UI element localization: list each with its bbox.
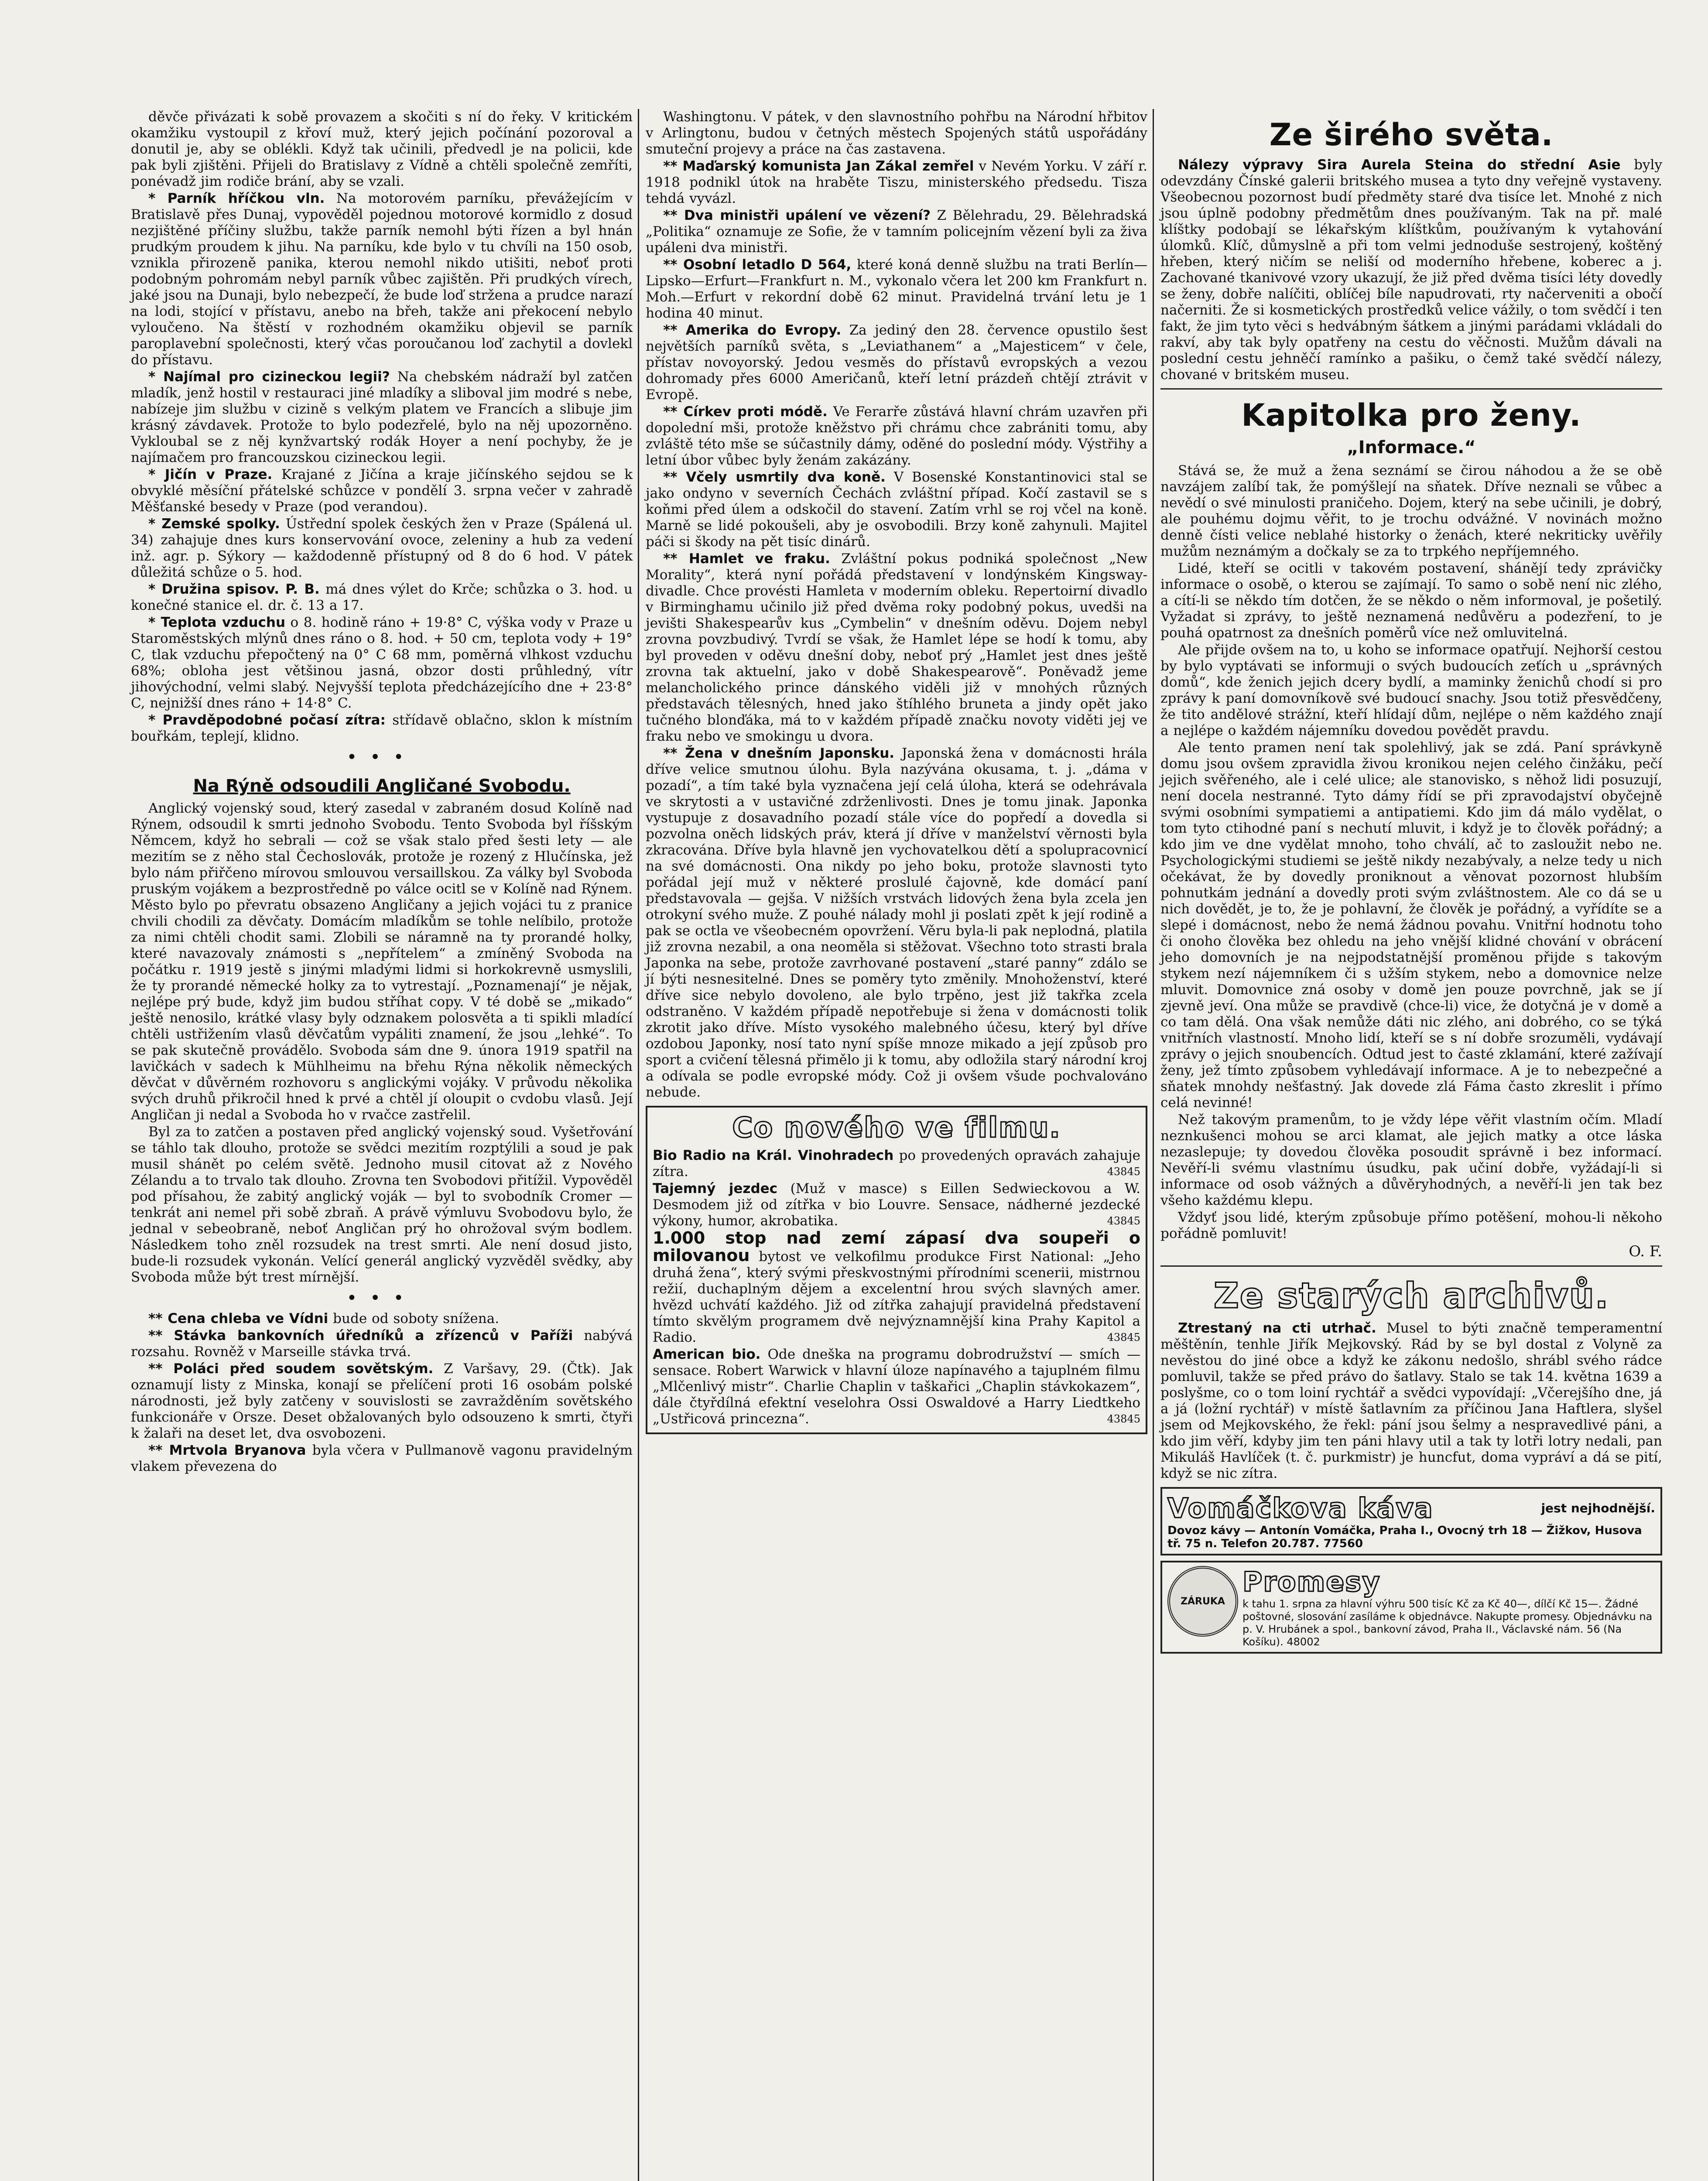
news-item: [131, 1311, 633, 1327]
coffee-ad-line: Dovoz kávy — Antonín Vomáčka, Praha I., Ovocný trh 18 — Žižkov, Husova tř. 75 n. Telefon 20.787. 77560: [1167, 1524, 1642, 1550]
news-headline: * Družina spisov. P. B.: [148, 581, 320, 597]
news-item: [646, 208, 1147, 256]
news-headline: ** Maďarský komunista Jan Zákal zemřel: [663, 158, 974, 174]
movie-item-title: Bio Radio na Král. Vinohradech: [653, 1148, 894, 1163]
news-item: [646, 551, 1147, 745]
ad-number: 43845: [1107, 1413, 1140, 1425]
news-item: [646, 745, 1147, 1101]
news-text: Ve Ferarře zůstává hlavní chrám uzavřen při dopolední mši, protože kněžstvo při chrámu chce zabrániti tomu, aby zvláště této mše se súčastnily dámy, oděné do poslední módy. Výstřihy a letní úbor vůbec byly ženám zakázány.: [646, 404, 1148, 468]
ad-number: 43845: [1107, 1215, 1140, 1227]
news-item: [131, 1443, 633, 1475]
news-item: [131, 1361, 633, 1442]
section-title: Ze starých archivů.: [1213, 1275, 1609, 1316]
seal-icon: ZÁRUKA: [1167, 1566, 1238, 1637]
news-text: Za jediný den 28. července opustilo šest největších parníků světa, s „Leviathanem“ a „Majesticem“ v čele, přístav novoyorský. Jedou vesměs do přístavů evropských a vezou dohromady přes 6000 Američanů, kteří letní prázdeň chtějí ztrávit v Evropě.: [646, 322, 1147, 403]
movie-item-title: Tajemný jezdec: [653, 1181, 778, 1196]
news-headline: Nálezy výpravy Sira Aurela Steina do střední Asie: [1178, 157, 1621, 173]
paragraph: Stává se, že muž a žena seznámí se čirou náhodou a že se obě navzájem zalíbí tak, že pomýšlejí na sňatek. Dříve neznali se vůbec a nevědí o své minulosti praničeho. Dojem, který na sebe učinili, je dobrý, ale pouhému dojmu věřit, to je trochu odvážné. V novinách možno denně čísti velice neblahé historky o ženách, které nekriticky uvěřily mužům neznámým a dočkaly se za to trpkého nepříjemného.: [1160, 463, 1662, 559]
movie-box-title: Co nového ve filmu.: [732, 1112, 1061, 1144]
news-headline: ** Dva ministři upálení ve vězení?: [663, 208, 931, 223]
movie-item: [653, 1347, 1140, 1427]
weather-forecast: [131, 712, 633, 745]
news-item: [131, 581, 633, 614]
movie-item-text: po provedených opravách zahajuje zítra.: [653, 1148, 1141, 1179]
paragraph: Ale přijde ovšem na to, u koho se informace opatřují. Nejhorší cestou by bylo vyptávati se informuji o svých budoucích zeťích u „správných domů“, kde ženich jejich dcery bydlí, a maminky ženichů chodí si pro zprávy k paní domovníkově své budoucí snachy. Jsou totiž přesvědčeny, že tito andělové strážní, kteří hlídají dům, nejlépe o něm každého znají a nejlépe o každém nájemníku dovedou povědět pravdu.: [1160, 642, 1662, 738]
news-text: v Nevém Yorku. V září r. 1918 podnikl útok na hraběte Tiszu, ministerského předsedu. Tisza tehdá vyvázl.: [646, 158, 1147, 206]
news-text: Na chebském nádraží byl zatčen mladík, jenž hostil v restauraci jiné mladíky a sliboval jim modré s nebe, nabízeje jim službu v cizině s velkým platem ve Francích a slibuje jim krásný závdavek. Protože to bylo podezřelé, bylo na něj upozorněno. Vykloubal se z něj kynžvartský rodák Hoyer a není pochyby, že je najímačem pro francouzskou cizineckou legii.: [131, 369, 633, 465]
promesy-ad-title: Promesy: [1242, 1566, 1381, 1598]
article-title: Na Rýně odsoudili Angličané Svobodu.: [193, 776, 571, 796]
paragraph: Vždyť jsou lidé, kterým způsobuje přímo potěšení, mohou-li někoho pořádně pomluvit!: [1160, 1210, 1662, 1241]
news-item: [131, 191, 633, 368]
news-text: Krajané z Jičína a kraje jičínského sejdou se k obvyklé měsíční přátelské schůzce v pondělí 3. srpna večer v zahradě Měšťanské besedy v Praze (pod verandou).: [131, 467, 633, 515]
news-item: [1160, 157, 1662, 383]
news-headline: ** Poláci před soudem sovětským.: [148, 1361, 434, 1377]
author-signature: O. F.: [1629, 1243, 1662, 1260]
news-headline: ** Církev proti módě.: [663, 404, 828, 420]
news-text: Zvláštní pokus podniká společnost „New Morality“, která nyní pořádá představení v londýnském Kingsway-divadle. Chce provésti Hamleta v moderním obleku. Repertoirní divadlo v Birminghamu učinilo již před dvěma roky podobný pokus, uvedši na jevišti Shakespearův kus „Cymbelin“ v dnešním oděvu. Dojem nebyl zrovna povzbudivý. Tvrdí se však, že Hamlet lépe se hodí k tomu, aby byl proveden v oděvu dnešní doby, neboť prý „Hamlet jest dnes ještě zrovna tak aktuelní, jako v době Shakespearově“. Poněvadž jeme melancholického prince dánského viděli již v mnohých různých představách tělesných, hned jako štíhlého bruneta a jindy opět jako tučného blonďáka, má to v každém případě značku novoty viděti jej ve fraku nebo ve smokingu u dvora.: [646, 551, 1147, 744]
news-headline: ** Hamlet ve fraku.: [663, 551, 830, 567]
paragraph: Ale tento pramen není tak spolehlivý, jak se zdá. Paní správkyně domu jsou ovšem zpravidla živou kronikou nejen celého činžáku, pečí jejich svěřeného, ale i celé ulice; ale stanovisko, s něhož lidi posuzují, není docela nestranné. Tyto dámy řídí se při zpravodajství obyčejně svými osobními sympatiemi a antipatiemi. Kdo jim dá málo vydělat, o tom tyto ctihodné paní s nechutí mluvit, i když je to člověk pořádný; a kdo jim ve dne vydělat mnoho, toho chválí, ač to zasloužit nebo ne. Psychologickými studiemi se ještě nikdy nezabývaly, a nelze tedy u nich očekávat, že by dovedly proniknout a věnovat pozornost hlubším pohnutkám jednání a dovedly proti svým zvláštnostem. Ale co dá se u nich dovědět, je to, že je pohlavní, že člověk je pořádný, a vyřídíte se a slepé i domácnost, nebo že nemá žádnou povahu. Vnitřní hodnotu toho či onoho člověka bez ohledu na jeho vnější klidné chování v obrácení jeho domovních je na nejpodstatnější proměnou přijde s takovým stykem nezí nájemníkem či s užším stykem, nebo a domovnice nelze mluvit. Domovnice zná osoby v domě jen pouze povrchně, jak se jí zjevně jeví. Ona může se pravdivě (chce-li) vice, že dotyčná je v domě a co tam dělá. Ona však nemůže dáti nic zlého, ani dobrého, co se týká vnitřních vlastností. Mnoho lidí, kteří se s ní dobře srozuměli, vydávají zprávy o jejich snoubencích. Odtud jest to časté zklamání, které zažívají ženy, jež tímto způsobem vyhledávají informace. A je to nebezpečné a sňatek mnohdy nešťastný. Jak dovede zlá Fáma často zkreslit i přímo celá nevinné!: [1160, 740, 1662, 1111]
paragraph: Lidé, kteří se ocitli v takovém postavení, shánějí tedy zprávičky informace o osobě, o kterou se zajímají. To samo o sobě není nic zlého, a cítí-li se někdo tím dotčen, že se někdo o něm informoval, je pošetilý. Vyžadat si zprávy, to ještě neznamená nedůvěru a podezření, to je pouhá opatrnost za dnešních poměrů více než omluvitelná.: [1160, 561, 1662, 641]
news-headline: * Pravděpodobné počasí zítra:: [148, 712, 386, 728]
news-text: střídavě oblačno, sklon k místním bouřkám, teplejí, klidno.: [131, 712, 633, 744]
news-text: o 8. hodině ráno + 19·8° C, výška vody v Praze u Staroměstských mlýnů dnes ráno o 8. hod. + 50 cm, teplota vody + 19° C, tlak vzduchu přepočtený na 0° C 68 mm, poměrná vlhkost vzduchu 68%; obloha jest většinou jasná, obzor dosti průhledný, vítr jihovýchodní, velmi slabý. Nejvyšší teplota předcházejícího dne + 23·8° C, nejnižší dnes ráno + 14·8° C.: [131, 615, 633, 711]
news-text: Na motorovém parníku, převážejícím v Bratislavě přes Dunaj, vypověděl pojednou motorové kormidlo z dosud nezjištěné příčiny službu, takže parník nemohl býti řízen a byl hnán prudkým proudem k jihu. Na parníku, kde bylo v tu chvíli na 150 osob, vznikla přirozeně panika, kterou nemohl nikdo utišiti, neboť proti podobným pohromám nebyl parník vůbec zajištěn. Při prudkých vírech, jaké jsou na Dunaji, bylo nebezpečí, že bude loď stržena a prudce narazí na lodi, stojící v přístavu, anebo na břeh, takže ani překocení nebylo vyloučeno. Na štěstí v rozhodném okamžiku objevil se parník paroplavební společnosti, který včas poroučanou loď zachytil a dovlekl do přístavu.: [131, 191, 633, 368]
news-item: [131, 369, 633, 466]
article-paragraph: Byl za to zatčen a postaven před anglický vojenský soud. Vyšetřování se táhlo tak dlouho, protože se svědci mezitím rozptýlili a soud je pak musil shánět po celém světě. Jednoho musil citovat až z Nového Zélandu a to trvalo tak dlouho. Zrovna ten Svobodovi přitížil. Vypověděl pod přísahou, že zabitý anglický voják — byl to svobodník Cromer — tenkrát ani nemel při sobě zbraň. A právě výmluvu Svobodovu bylo, že jednal v sebeobraně, neboť Angličan prý ho ohrožoval svým bodlem. Následkem toho zněl rozsudek na trest smrti. Ale není dosud jisto, bude-li rozsudek vykonán. Velící generál anglický vyzvěděl svědky, aby Svoboda může být trest mírnější.: [131, 1124, 633, 1285]
column-divider: [1153, 109, 1154, 2181]
promesy-ad-text: k tahu 1. srpna za hlavní výhru 500 tisíc Kč za Kč 40—, dílčí Kč 15—. Žádné poštovné, slosování zasíláme k objednávce. Nakupte promesy. Objednávku na p. V. Hrubánek a spol., bankovní závod, Praha II., Václavské nám. 56 (Na Košíku). 48002: [1242, 1598, 1653, 1648]
ad-number: 43845: [1107, 1166, 1140, 1178]
ad-number: 43845: [1107, 1331, 1140, 1343]
paragraph: Než takovým pramenům, to je vždy lépe věřit vlastním očím. Mladí neznkušenci mohou se arci klamat, ale jejich matky a otce láska nezaslepuje; ty dovedou člověka posoudit správně i bez informací. Nevěří-li svému vlastnímu úsudku, pak učiní dobře, vyžádají-li si informace od osob vážných a důvěryhodných, a nevěří-li jen tak bez všeho každému klepu.: [1160, 1112, 1662, 1208]
weather-report: [131, 615, 633, 711]
news-headline: ** Včely usmrtily dva koně.: [663, 469, 886, 485]
news-headline: * Najímal pro cizineckou legii?: [148, 369, 390, 385]
movie-item: [653, 1230, 1140, 1346]
column-right: [1160, 109, 1662, 1659]
news-item: [646, 322, 1147, 403]
news-text: Japonská žena v domácnosti hrála dříve velice smutnou úlohu. Byla nazývána okusama, t. j. „dáma v pozadí“, a tím také byla vyznačena její celá úloha, která se odehrávala ve skrytosti a v ustavičné zdrženlivosti. Dnes je tomu jinak. Japonka vystupuje z dosavadního pozadí stále více do popředí a dovedla si pozvolna oněch lidských práv, která jí dříve v manželství věrnosti byla zkracována. Dříve byla hlavně jen vychovatelkou dětí a spolupracovnicí na své domácnosti. Ona nikdy po jeho boku, protože slavnosti tyto pořádal její muž v některé proslulé čajovně, kde domácí paní představovala — gejša. V nižších vrstvách lidových žena byla zcela jen otrokyní svého muže. Z pouhé nálady mohl ji poslati zpět k její rodině a pak se octla ve všeobecném opovržení. Věru byla-li pak neplodná, platila již zrovna nezabil, a ona neoměla si stěžovat. Všechno toto strasti brala Japonka na sebe, protože zavrhované postavení „staré panny“ zdálo se jí býti nesnesitelné. Dnes se poměry tyto změnily. Mnohoženství, které dříve sice nebylo dovoleno, ale bylo trpěno, jest již takřka zcela odstraněno. V každém případě nepotřebuje si žena v domácnosti tolik zkrotit jako dříve. Místo vysokého malebného účesu, který byl dříve ozdobou Japonky, nosí tato nyní spíše mnoze mikado a její způsob pro sport a cvičení tělesná přimělo ji k tomu, aby odložila starý národní kroj a odívala se podle evropské módy. Což ji ovšem všude pochvalováno nebude.: [646, 745, 1147, 1100]
news-item: [646, 257, 1147, 321]
promesy-ad: [1160, 1561, 1662, 1654]
news-item: [646, 158, 1147, 207]
section-title: Kapitolka pro ženy.: [1241, 397, 1581, 433]
news-headline: ** Amerika do Evropy.: [663, 322, 842, 338]
column-left: [131, 109, 633, 1476]
article-paragraph: Anglický vojenský soud, který zasedal v zabraném dosud Kolíně nad Rýnem, odsoudil k smrti jednoho Svobodu. Tento Svoboda byl říšským Němcem, když ho sebrali — což se však stalo před šesti lety — ale mezitím se z něho stal Čechoslovák, protože je rozený z Hlučínska, jež bylo nám přiřčeno mírovou smlouvou versaillskou. Za války byl Svoboda pruským vojákem a bezprostředně po válce ocitl se v Kolíně nad Rýnem. Město bylo po převratu obsazeno Angličany a jejich vojáci tu z pranice chvili chodili za děvčaty. Domácím mladíkům se tohle nelíbilo, protože za nimi chtěli chodit sami. Zlobili se náramně na ty prorandé holky, které navazovaly známosti s „nepřítelem“ a zmíněný Svoboda na počátku r. 1919 jestě s jinými mladými lidmi si horkokrevně usmyslili, že ty prorandé německé holky za to vytrestají. „Poznamenají“ je nějak, nejlépe prý bude, když jim budou stříhat copy. V té době se „mikado“ ještě nenosilo, krátké vlasy byly odznakem polosvěta a ti spikli mladící chtěli ustřižením vlasů děvčatům vypáliti znamení, že jsou „lehké“. To se pak skutečně provádělo. Svoboda sám dne 9. února 1919 spatřil na lavičkách v sadech k Mühlheimu na břehu Rýna několik německých děvčat v důvěrném rozhovoru s anglickými vojáky. V průvodu několika svých druhů přikročil hned k prvé a chtěl jí oloupit o cvdobu vlasů. Její Angličan ji nedal a Svoboda ho v rvačce zastřelil.: [131, 800, 633, 1123]
movie-item-text: (Muž v masce) s Eillen Sedwieckovou a W. Desmodem již od zítřka v bio Louvre. Sensace, nádherné jezdecké výkony, humor, akrobatika.: [653, 1181, 1140, 1229]
movie-item-text: bytost ve velkofilmu produkce First National: „Jeho druhá žena“, který svými přeskvostnými přírodními scenerii, mistrnou režií, duchaplným dějem a excelentní hrou svých slavných amer. hvězd uchvátí každého. Již od zítřka zahajují pravidelná představení tímto skvělým programem dvě nejvýznamnější kina Prahy Kapitol a Radio.: [653, 1249, 1141, 1345]
news-text: byla včera v Pullmanově vagonu pravidelným vlakem převezena do: [131, 1443, 633, 1474]
coffee-ad-title: Vomáčkova káva: [1167, 1492, 1434, 1524]
paragraph: Washingtonu. V pátek, v den slavnostního pohřbu na Národní hřbitov v Arlingtonu, budou v četných městech Spojených států uspořádány smuteční projevy a práce na čas zastavena.: [646, 109, 1147, 157]
news-text: které koná denně službu na trati Berlín—Lipsko—Erfurt—Frankfurt n. M., vykonalo včera let 200 km Frankfurt n. Moh.—Erfurt v rekordní době 62 minut. Pravidelná trvání letu je 1 hodina 40 minut.: [646, 257, 1147, 321]
paragraph: děvče přivázati k sobě provazem a skočiti s ní do řeky. V kritickém okamžiku vystoupil z křoví muž, který jejich počínání pozoroval a donutil je, aby se oblékli. Když tak učinili, předvedl je na policii, kde pak byli zjištěni. Přijeli do Bratislavy z Vídně a chtěli společně zemříti, ponévadž jim rodiče brání, aby se vzali.: [131, 109, 633, 189]
divider: [1160, 388, 1662, 390]
coffee-ad: [1160, 1487, 1662, 1555]
news-headline: * Teplota vzduchu: [148, 615, 286, 630]
news-text: V Bosenské Konstantinovici stal se jako ondyno v severních Čechách zvláštní případ. Kočí zastavil se s koňmi před úlem a odskočil do stavení. Zatím vrhl se roj včel na koně. Marně se lidé pokoušeli, aby je osvobodili. Brzy koně zahynuli. Majitel páči si škody na pět tisíc dinárů.: [646, 469, 1148, 550]
column-middle: [646, 109, 1147, 1439]
movie-ad-box: [646, 1106, 1147, 1434]
coffee-ad-side: jest nejhodnější.: [1541, 1501, 1655, 1515]
movie-item-text: Ode dneška na programu dobrodružství — smích — sensace. Robert Warwick v hlavní úloze napínavého a tajuplném filmu „Mlčenlivý mistr“. Charlie Chaplin v taškařici „Chaplin stávkokazem“, dále čtyřdílná efektní veselohra Ossi Oswaldové a Harry Liedtkeho „Ustřicová princezna“.: [653, 1347, 1141, 1427]
news-text: nabývá rozsahu. Rovněž v Marseille stávka trvá.: [131, 1328, 633, 1360]
news-text: Z Bělehradu, 29. Bělehradská „Politika“ oznamuje ze Sofie, že v tamním policejním vězení byli za živa upáleni dva ministři.: [646, 208, 1148, 256]
news-item: [131, 467, 633, 515]
news-text: Ústřední spolek českých žen v Praze (Spálená ul. 34) zahajuje dnes kurs konservování ovoce, zeleniny a hub za vedení inž. agr. p. Sýkory — každodenně přístupný od 8 do 6 hod. V pátek důležitá schůze o 5. hod.: [131, 516, 633, 580]
promesy-ad-body: [1242, 1566, 1655, 1648]
news-headline: * Jičín v Praze.: [148, 467, 273, 482]
news-headline: ** Osobní letadlo D 564,: [663, 257, 852, 273]
news-headline: ** Stávka bankovních úředníků a zřízenců v Paříži: [148, 1328, 573, 1343]
divider: [1160, 1265, 1662, 1267]
movie-item-title: 1.000 stop nad zemí zápasí dva soupeři o milovanou: [653, 1228, 1140, 1265]
news-headline: * Zemské spolky.: [148, 516, 280, 532]
news-item: [1160, 1320, 1662, 1482]
news-item: [646, 469, 1147, 550]
separator-dots: •••: [346, 747, 417, 767]
section-title: Ze širého světa.: [1269, 117, 1554, 153]
news-text: Z Varšavy, 29. (Čtk). Jak oznamují listy z Minska, konají se přelíčení proti 16 osobám polské národnosti, jež byly zatčeny v souvislosti se zavražděním sovětského funkcionáře v Orsze. Deset obžalovaných bylo odsouzeno k smrti, čtyři k žalaři na deset let, dva osvobozeni.: [131, 1361, 633, 1441]
separator-dots: •••: [346, 1288, 417, 1308]
news-item: [131, 516, 633, 581]
movie-item: [653, 1181, 1140, 1229]
news-headline: * Parník hříčkou vln.: [148, 191, 325, 206]
news-text: byly odevzdány Čínské galerii britského musea a tyto dny veřejně vystaveny. Všeobecnou pozornost budí předměty staré dva tisíce let. Mnohé z nich jsou úplně podobny předmětům dnes používaným. Tak na př. malé klíštky podobají se lékařským klíštkům, používaným k vytahování úlomků. Klíč, důmyslně a při tom velmi jednoduše sestrojený, koštěný hřeben, který ničím se neliší od moderního hřebene, koberec a j. Zachované tkanivové vzory ukazují, že již před dvěma tisíci léty dovedly se ženy, dobře nalíčiti, oblíčej bíle napudrovati, rty načerveniti a obočí načerniti. Že si kosmetických prostředků velice vážily, o tom svědčí i ten fakt, že jim tyto věci s hedvábným šátkem a jinými parádami vkládali do rakví, aby tak byly opatřeny na cestu do věčnosti. Mužům dávali na poslední cestu jehněčí ramínko a pašiku, o čemž také svědčí nálezy, chované v britském museu.: [1160, 157, 1662, 383]
news-headline: ** Cena chleba ve Vídni: [148, 1311, 329, 1326]
coffee-ad-header: [1167, 1492, 1655, 1524]
news-item: [131, 1328, 633, 1360]
news-headline: ** Žena v dnešním Japonsku.: [663, 745, 895, 761]
news-headline: Ztrestaný na cti utrhač.: [1178, 1320, 1376, 1336]
column-divider: [638, 109, 639, 2181]
section-subtitle: „Informace.“: [1347, 438, 1476, 458]
news-text: má dnes výlet do Krče; schůzka o 3. hod. u konečné stanice el. dr. č. 13 a 17.: [131, 581, 633, 613]
news-headline: ** Mrtvola Bryanova: [148, 1443, 306, 1458]
news-text: Musel to býti značně temperamentní měštěnín, tenhle Jiřík Mejkovský. Rád by se byl dostal z Volyně za nevěstou do jiné obce a když ke zákonu nedošlo, shrábl svého rádce pomluvil, takže se před právo do šatlavy. Stalo se tak 14. května 1639 a poslyšme, co o tom loiní rychtář a svědci vypovídají: „Včerejšího dne, já a já (ložní rychtář) v místě šatlavním za příčinou Jana Haftlera, slyšel jsem od Mejkovského, že řekl: pání jsou šelmy a nespravedlivé páni, a kdo jim věří, kdyby jim ten páni hlavy util a tak ty lotři lotry nedali, pan Mikuláš Havlíček (t. č. purkmistr) je huncfut, doma vypráví a dá se pití, když se nic zítra.: [1160, 1320, 1662, 1481]
news-item: [646, 404, 1147, 468]
movie-item-title: American bio.: [653, 1347, 761, 1362]
news-text: bude od soboty snížena.: [333, 1311, 500, 1326]
movie-item: [653, 1148, 1140, 1180]
